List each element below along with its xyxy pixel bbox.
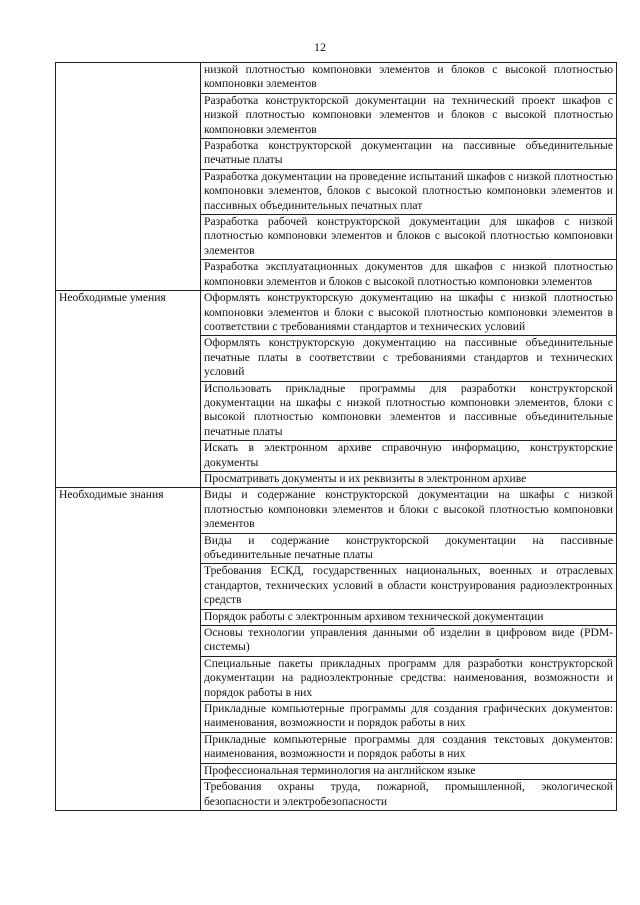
page-number: 12: [314, 40, 326, 54]
table-cell-text: Требования ЕСКД, государственных национальных, военных и отраслевых стандартов, технических условий в области конструирования радиоэлектронных средств: [201, 564, 617, 609]
table-cell-text: Специальные пакеты прикладных программ для разработки конструкторской документации на радиоэлектронные средства: наименования, возможности и порядок работы в них: [201, 656, 617, 701]
table-cell-text: Прикладные компьютерные программы для создания графических документов: наименования, возможности и порядок работы в них: [201, 702, 617, 733]
table-cell-text: Разработка конструкторской документации на пассивные объединительные печатные платы: [201, 139, 617, 170]
table-cell-text: Профессиональная терминология на английском языке: [201, 763, 617, 779]
table-cell-text: Разработка конструкторской документации на технический проект шкафов с низкой плотностью компоновки элементов и блоков с высокой плотностью компоновки элементов: [201, 93, 617, 138]
table-cell-text: низкой плотностью компоновки элементов и блоков с высокой плотностью компоновки элементов: [201, 63, 617, 94]
table-cell-text: Просматривать документы и их реквизиты в электронном архиве: [201, 471, 617, 487]
table-cell-text: Основы технологии управления данными об изделии в цифровом виде (PDM-системы): [201, 626, 617, 657]
competency-table: [55, 62, 617, 811]
table-row: [56, 63, 617, 94]
table-cell-text: Искать в электронном архиве справочную информацию, конструкторские документы: [201, 441, 617, 472]
table-cell-text: Прикладные компьютерные программы для создания текстовых документов: наименования, возможности и порядок работы в них: [201, 732, 617, 763]
section-label: [56, 63, 201, 291]
table-cell-text: Оформлять конструкторскую документацию на пассивные объединительные печатные платы в соответствии с требованиями стандартов и технических условий: [201, 336, 617, 381]
section-label: Необходимые знания: [56, 488, 201, 811]
table-cell-text: Разработка эксплуатационных документов для шкафов с низкой плотностью компоновки элементов и блоков с высокой плотностью компоновки элементов: [201, 260, 617, 291]
section-label: Необходимые умения: [56, 291, 201, 488]
competency-table-body: [56, 63, 617, 811]
table-cell-text: Виды и содержание конструкторской документации на шкафы с низкой плотностью компоновки элементов и блоки с высокой плотностью компоновки элементов: [201, 488, 617, 533]
table-row: [56, 488, 617, 533]
table-cell-text: Требования охраны труда, пожарной, промышленной, экологической безопасности и электробезопасности: [201, 780, 617, 811]
table-cell-text: Разработка документации на проведение испытаний шкафов с низкой плотностью компоновки элементов, блоков с высокой плотностью компоновки элементов и пассивных объединительных печатных плат: [201, 169, 617, 214]
table-cell-text: Разработка рабочей конструкторской документации для шкафов с низкой плотностью компоновки элементов и блоков с высокой плотностью компоновки элементов: [201, 215, 617, 260]
table-cell-text: Виды и содержание конструкторской документации на пассивные объединительные печатные платы: [201, 533, 617, 564]
table-cell-text: Оформлять конструкторскую документацию на шкафы с низкой плотностью компоновки элементов и блоки с высокой плотностью компоновки элементов в соответствии с требованиями стандартов и технических условий: [201, 291, 617, 336]
table-cell-text: Использовать прикладные программы для разработки конструкторской документации на шкафы с низкой плотностью компоновки элементов, блоки с высокой плотностью компоновки элементов и пассивные объединительные печатные платы: [201, 381, 617, 441]
table-cell-text: Порядок работы с электронным архивом технической документации: [201, 609, 617, 625]
table-row: [56, 291, 617, 336]
